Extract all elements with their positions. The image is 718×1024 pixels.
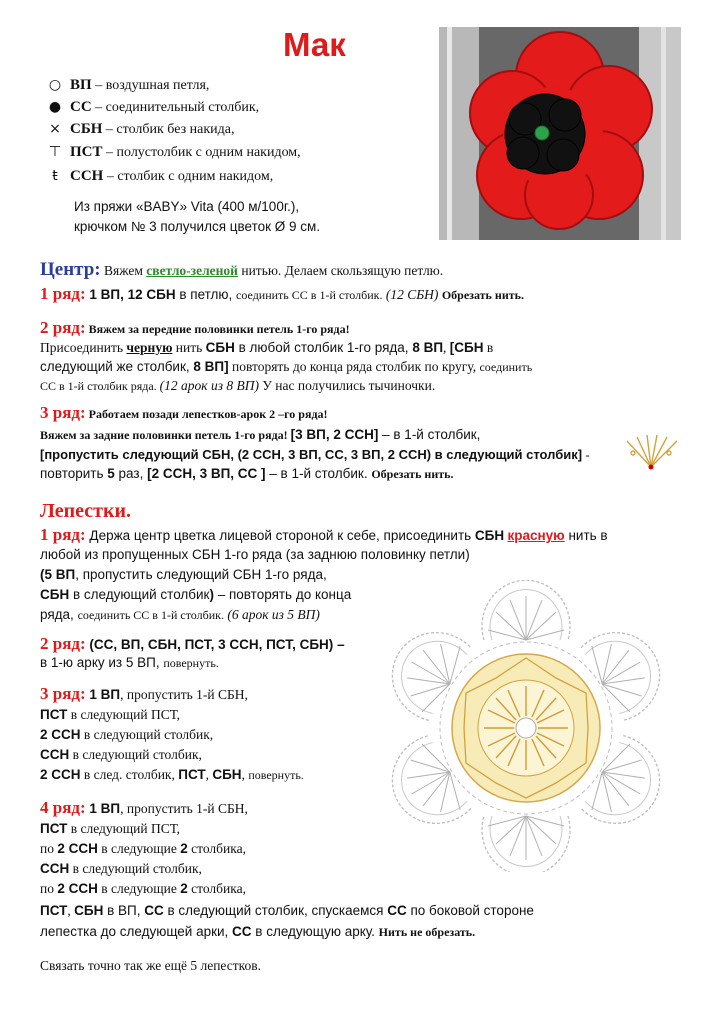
crochet-diagram [375, 580, 677, 872]
petals-row-3-line: 2 ССН в след. столбик, ПСТ, СБН, повернуть. [40, 767, 304, 782]
petals-row-3-line: ПСТ в следующий ПСТ, [40, 707, 180, 722]
slip-stitch-symbol-icon: ● [48, 99, 62, 115]
legend-text: – полустолбик с одним накидом, [102, 145, 301, 160]
petals-row-3-line: ССН в следующий столбик, [40, 747, 202, 762]
center-row-3: 3 ряд: Работаем позади лепестков-арок 2 –го ряда! [40, 403, 328, 422]
legend-item [48, 77, 210, 94]
petals-row-1: 1 ряд: Держа центр цветка лицевой стороной к себе, присоединить СБН красную нить в [40, 525, 608, 544]
petals-row-1-line: любой из пропущенных СБН 1-го ряда (за заднюю половинку петли) [40, 547, 470, 562]
petals-row-1-line: СБН в следующий столбик) – повторять до конца [40, 587, 352, 602]
final-note: Связать точно так же ещё 5 лепестков. [40, 958, 262, 973]
legend-text: – столбик без накида, [102, 122, 235, 137]
chain-symbol-icon: ○ [48, 77, 62, 93]
petals-row-1-line: ряда, соединить СС в 1-й столбик. (6 арок из 5 ВП) [40, 607, 320, 622]
petals-row-4-line: лепестка до следующей арки, СС в следующую арку. Нить не обрезать. [40, 924, 476, 939]
petals-row-3: 3 ряд: 1 ВП, пропустить 1-й СБН, [40, 684, 248, 703]
shell-diagram [621, 433, 683, 471]
legend-item [52, 168, 274, 185]
center-row-2-line: следующий же столбик, 8 ВП] повторять до конца ряда столбик по кругу, соединить [40, 359, 533, 374]
petals-heading: Лепестки. [40, 500, 132, 522]
legend-abbr: СБН [70, 121, 103, 137]
petals-row-4-line: по 2 ССН в следующие 2 столбика, [40, 841, 246, 856]
center-row-3-line: [пропустить следующий СБН, (2 ССН, 3 ВП, СС, 3 ВП, 2 ССН) в следующий столбик] - [40, 447, 590, 462]
center-row-1: 1 ряд: 1 ВП, 12 СБН в петлю, соединить СС в 1-й столбик. (12 СБН) Обрезать нить. [40, 284, 524, 303]
legend-abbr: ПСТ [70, 144, 103, 160]
legend-abbr: ССН [70, 168, 104, 184]
petals-row-2-line: в 1-ю арку из 5 ВП, повернуть. [40, 655, 219, 670]
legend-abbr: СС [70, 99, 92, 115]
legend-text: – воздушная петля, [91, 78, 210, 93]
petals-row-4-line: ПСТ в следующий ПСТ, [40, 821, 180, 836]
legend-text: – столбик с одним накидом, [103, 169, 274, 184]
center-row-3-line: повторить 5 раз, [2 ССН, 3 ВП, СС ] – в 1-й столбик. Обрезать нить. [40, 466, 454, 481]
center-row-2: 2 ряд: Вяжем за передние половинки петель 1-го ряда! [40, 318, 350, 337]
page-title: Мак [283, 26, 346, 63]
poppy-photo [439, 27, 681, 240]
double-crochet-symbol-icon: ŧ [52, 168, 58, 184]
petals-row-2: 2 ряд: (СС, ВП, СБН, ПСТ, 3 ССН, ПСТ, СБН) – [40, 634, 345, 653]
single-crochet-symbol-icon: × [49, 121, 61, 137]
center-row-3-line: Вяжем за задние половинки петель 1-го ряда! [3 ВП, 2 ССН] – в 1-й столбик, [40, 427, 481, 442]
legend-abbr: ВП [70, 77, 92, 93]
center-row-2-line: Присоединить черную нить СБН в любой столбик 1-го ряда, 8 ВП, [СБН в [40, 340, 494, 355]
legend-text: – соединительный столбик, [91, 100, 260, 115]
half-double-symbol-icon: ⊤ [48, 144, 62, 160]
yarn-info: Из пряжи «BABY» Vita (400 м/100г.), крючком № 3 получился цветок Ø 9 см. [74, 199, 321, 234]
petals-row-4-line: ПСТ, СБН в ВП, СС в следующий столбик, спускаемся СС по боковой стороне [40, 903, 534, 918]
petals-row-4-line: ССН в следующий столбик, [40, 861, 202, 876]
petals-row-1-line: (5 ВП, пропустить следующий СБН 1-го ряда, [40, 567, 327, 582]
petals-row-3-line: 2 ССН в следующий столбик, [40, 727, 214, 742]
center-intro: Центр: Вяжем светло-зеленой нитью. Делаем скользящую петлю. [40, 259, 444, 280]
center-row-2-line: СС в 1-й столбик ряда. (12 арок из 8 ВП) У нас получились тычиночки. [40, 378, 436, 393]
petals-row-4-line: по 2 ССН в следующие 2 столбика, [40, 881, 246, 896]
legend-item [48, 99, 260, 116]
legend-item [48, 144, 301, 161]
legend-item [49, 121, 235, 138]
petals-row-4: 4 ряд: 1 ВП, пропустить 1-й СБН, [40, 798, 248, 817]
